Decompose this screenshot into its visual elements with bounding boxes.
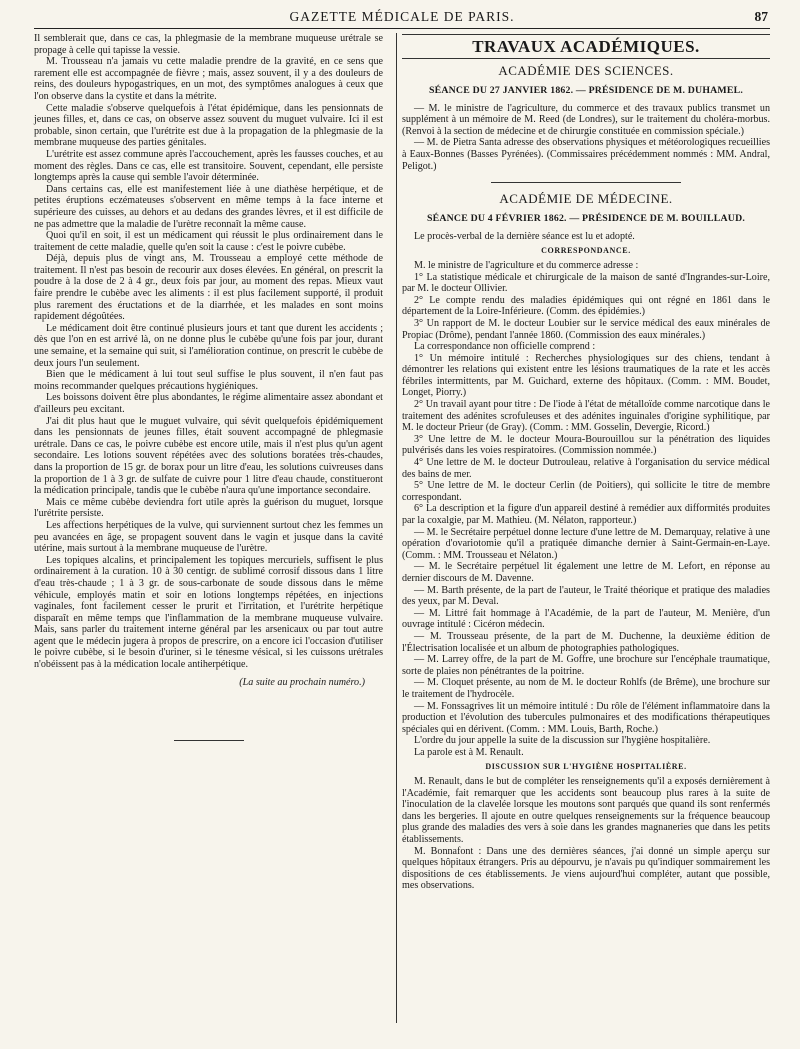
- paragraph: — M. Cloquet présente, au nom de M. le docteur Rohlfs (de Brême), une brochure sur le traitement de l'hydrocèle.: [402, 677, 770, 700]
- paragraph: Les boissons doivent être plus abondantes, le régime alimentaire assez abondant et d'ailleurs peu excitant.: [34, 392, 383, 415]
- paragraph: Mais ce même cubèbe deviendra fort utile après la guérison du muguet, lorsque l'urétrite persiste.: [34, 496, 383, 520]
- paragraph: Bien que le médicament à lui tout seul suffise le plus souvent, il n'en faut pas moins recommander quelques précautions hygiéniques.: [34, 369, 383, 392]
- paragraph: 3° Une lettre de M. le docteur Moura-Bourouillou sur la pénétration des liquides pulvérisés dans les voies respiratoires. (Commission nommée.): [402, 433, 770, 457]
- journal-title: GAZETTE MÉDICALE DE PARIS.: [289, 9, 515, 24]
- academy-sciences-title: ACADÉMIE DES SCIENCES.: [498, 63, 674, 78]
- paragraph: 6° La description et la figure d'un appareil destiné à remédier aux difformités produites par la coxalgie, par M. Mathieu. (M. Nélaton, rapporteur.): [402, 503, 770, 526]
- paragraph: 1° La statistique médicale et chirurgicale de la maison de santé d'Ingrandes-sur-Loire, par M. le docteur Ollivier.: [402, 271, 770, 295]
- seance-heading: SÉANCE DU 27 JANVIER 1862. — PRÉSIDENCE DE M. DUHAMEL.: [429, 85, 743, 96]
- section-separator: [491, 182, 681, 183]
- paragraph: 2° Le compte rendu des maladies épidémiques qui ont régné en 1861 dans le département de la Loire-Inférieure. (Comm. des épidémies.): [402, 294, 770, 318]
- paragraph: Quoi qu'il en soit, il est un médicament qui réussit le plus ordinairement dans le traitement de cette maladie, quelle qu'en soit la cause : c'est le poivre cubèbe.: [34, 230, 383, 253]
- continuation-note: (La suite au prochain numéro.): [239, 676, 365, 688]
- paragraph: 1° Un mémoire intitulé : Recherches physiologiques sur des chiens, tendant à démontrer les relations qui existent entre les lésions traumatiques de la rate et les accès fébriles intermittents, par M. Guichard, externe des hôpitaux. (Comm. : MM. Boudet, Longet, Piorry.): [402, 352, 770, 399]
- right-column: [392, 33, 770, 892]
- paragraph: 3° Un rapport de M. le docteur Loubier sur le service médical des eaux minérales de Propiac (Drôme), pendant l'année 1860. (Commission des eaux minérales.): [402, 317, 770, 341]
- seance-heading: SÉANCE DU 4 FÉVRIER 1862. — PRÉSIDENCE DE M. BOUILLAUD.: [426, 213, 745, 225]
- paragraph: Le procès-verbal de la dernière séance est lu et adopté.: [414, 230, 635, 242]
- paragraph: M. Bonnafont : Dans une des dernières séances, j'ai donné un simple aperçu sur quelques hôpitaux étrangers. Pris au dépourvu, je n'avais pu qu'indiquer sommairement les dispositions de ces établissements. Je viens aujourd'hui compléter, autant que possible, mes observations.: [402, 845, 770, 892]
- paragraph: — M. le ministre de l'agriculture, du commerce et des travaux publics transmet un supplément à un mémoire de M. Reed (de Londres), sur le traitement du choléra-morbus. (Renvoi à la section de médecine et de chirurgie constituée en commission spéciale.): [402, 102, 770, 137]
- paragraph: 4° Une lettre de M. le docteur Dutrouleau, relative à l'organisation du service médical des bains de mer.: [402, 457, 770, 480]
- paragraph: L'urétrite est assez commune après l'accouchement, après les fausses couches, et au moment des règles. Dans ce cas, elle est transitoire. Souvent, cependant, elle persiste longtemps après la cause qui semble l'avoir déterminée.: [34, 148, 383, 184]
- paragraph: Cette maladie s'observe quelquefois à l'état épidémique, dans les pensionnats de jeunes filles, et, dans ce cas, on observe assez souvent du muguet vulvaire. Ici il est probable, sinon certain, que l'urétrite est due à la propagation de la phlegmasie de la membrane muqueuse des parties génitales.: [34, 102, 383, 149]
- paragraph: 2° Un travail ayant pour titre : De l'iode à l'état de métalloïde comme narcotique dans le traitement des adénites scrofuleuses et des adénites inguinales d'origine syphilitique, par M. le docteur Prieur (de Gray). (Comm. : MM. Gosselin, Devergie, Ricord.): [402, 399, 770, 434]
- correspondance-heading: CORRESPONDANCE.: [541, 246, 631, 256]
- discussion-heading: DISCUSSION SUR L'HYGIÈNE HOSPITALIÈRE.: [485, 762, 687, 772]
- paragraph: Déjà, depuis plus de vingt ans, M. Trousseau a employé cette méthode de traitement. Il n'est pas besoin de recourir aux doses élevées. En général, on prescrit la poudre à la dose de 2 à 4 gr., deux fois par jour, au moment des repas. Mieux vaut faire prendre le cubèbe avec les aliments : il est plus facilement supporté, il produit plus rarement des éructations et de la diarrhée, et les malades en sont moins rapidement dégoûtées.: [34, 253, 383, 323]
- running-head: [34, 8, 770, 29]
- column-divider: [396, 33, 397, 1023]
- academy-medecine-title: ACADÉMIE DE MÉDECINE.: [499, 191, 673, 207]
- paragraph: — M. Barth présente, de la part de l'auteur, le Traité théorique et pratique des maladies des yeux, par M. Deval.: [402, 584, 770, 608]
- left-column: [34, 33, 392, 892]
- paragraph: La parole est à M. Renault.: [414, 746, 524, 758]
- paragraph: Les affections herpétiques de la vulve, qui surviennent surtout chez les femmes un peu avancées en âge, se propagent souvent dans le vagin et jusque dans la cavité utérine, mais surtout à la membrane muqueuse de l'urètre.: [34, 519, 383, 555]
- paragraph: L'ordre du jour appelle la suite de la discussion sur l'hygiène hospitalière.: [414, 735, 711, 747]
- end-rule: [174, 740, 244, 741]
- paragraph: — M. de Pietra Santa adresse des observations physiques et météorologiques recueillies à Eaux-Bonnes (Basses Pyrénées). (Commissaires précédemment nommés : MM. Andral, Peligot.): [402, 137, 770, 172]
- paragraph: — M. le Secrétaire perpétuel donne lecture d'une lettre de M. Demarquay, relative à une opération d'ovariotomie qu'il a pratiquée dimanche dernier à Saint-Germain-en-Laye. (Comm. : MM. Trousseau et Nélaton.): [402, 526, 770, 561]
- paragraph: — M. Littré fait hommage à l'Académie, de la part de l'auteur, M. Menière, d'un ouvrage intitulé : Cicéron médecin.: [402, 607, 770, 631]
- paragraph: J'ai dit plus haut que le muguet vulvaire, qui sévit quelquefois épidémiquement dans les pensionnats de jeunes filles, était souvent accompagné de phlegmasie urétrale. Dans ce cas, le poivre cubèbe est encore utile, mais il n'est plus qu'un agent secondaire. Les lotions souvent répétées avec des solutions boratées très-chaudes, dans la proportion de 15 gr. de borax pour un litre d'eau, les solutions cuivreuses dans la proportion de 1 à 3 gr. de sulfate de cuivre pour 1 litre d'eau chaude, constitueront la médication principale, tandis que le cubèbe n'aura qu'une importance secondaire.: [34, 415, 383, 497]
- section-title: TRAVAUX ACADÉMIQUES.: [402, 34, 770, 59]
- paragraph: M. le ministre de l'agriculture et du commerce adresse :: [414, 259, 639, 271]
- paragraph: Dans certains cas, elle est manifestement liée à une diathèse herpétique, et de petites éruptions eczémateuses s'observent en même temps à la face interne et supérieure des cuisses, au dehors et au dedans des grandes lèvres, et il est difficile de ne pas admettre que la maladie de l'urètre reconnaît la même cause.: [34, 183, 383, 230]
- paragraph: Il semblerait que, dans ce cas, la phlegmasie de la membrane muqueuse urétrale se propage à celle qui tapisse la vessie.: [34, 33, 383, 56]
- paragraph: — M. Larrey offre, de la part de M. Goffre, une brochure sur l'encéphale traumatique, sorte de plaies non pénétrantes de la poitrine.: [402, 654, 770, 677]
- paragraph: Le médicament doit être continué plusieurs jours et tant que durent les accidents ; dès que l'on en est arrivé là, on ne donne plus le cubèbe qu'une fois par jour, durant une semaine, et la semaine qui suit, si l'amélioration continue, on prescrit le cubèbe de deux jours l'un seulement.: [34, 322, 383, 369]
- paragraph: — M. Fonssagrives lit un mémoire intitulé : Du rôle de l'élément inflammatoire dans la production et l'évolution des tubercules pulmonaires et des modifications thérapeutiques spéciales qui en dérivent. (Comm. : MM. Louis, Barth, Roche.): [402, 700, 770, 735]
- paragraph: M. Trousseau n'a jamais vu cette maladie prendre de la gravité, en ce sens que rarement elle est accompagnée de fièvre ; mais, assez souvent, il y a des douleurs de reins, des douleurs hypogastriques, en un mot, des symptômes analogues à ceux que l'on observe dans la cystite et dans la métrite.: [34, 56, 383, 102]
- columns: [34, 33, 770, 892]
- paragraph: Les topiques alcalins, et principalement les topiques mercuriels, suffisent le plus ordinairement à la curation. 10 à 30 centigr. de sublimé corrosif dissous dans 1 litre d'eau très-chaude ; 1 à 3 gr. de sous-carbonate de soude dissous dans le même véhicule, employés matin et soir en lotions longtemps répétées, en injections vaginales, font facilement cesser le prurit et l'irritation, et l'urétrite herpétique disparaît en même temps que l'inflammation de la membrane muqueuse vulvaire. Mais, sans parler du traitement interne général par les arsenicaux ou par tout autre agent que le médecin jugera à propos de prescrire, on a encore ici l'occasion d'utiliser le poivre cubèbe, si le besoin d'uriner, si le ténesme vésical, si les cuissons urétrales n'obéissent pas à la médication locale antiherpétique.: [34, 554, 383, 671]
- paragraph: — M. le Secrétaire perpétuel lit également une lettre de M. Lefort, en réponse au dernier discours de M. Davenne.: [402, 561, 770, 584]
- page-number: 87: [754, 9, 768, 24]
- paragraph: La correspondance non officielle comprend :: [414, 341, 596, 353]
- paragraph: 5° Une lettre de M. le docteur Cerlin (de Poitiers), qui sollicite le titre de membre correspondant.: [402, 480, 770, 503]
- paragraph: M. Renault, dans le but de compléter les renseignements qu'il a exposés dernièrement à l'Académie, fait remarquer que les accidents sont beaucoup plus rares à la suite de l'inoculation de la clavelée lorsque les moutons sont parqués que quand ils sont renfermés dans les bergeries. Il ajoute en outre quelques renseignements sur la fréquence beaucoup plus grande des maladies des vers à soie dans les grandes magnaneries que dans les petits établissements.: [402, 776, 770, 846]
- paragraph: — M. Trousseau présente, de la part de M. Duchenne, la deuxième édition de l'Électrisation localisée et un album de photographies pathologiques.: [402, 630, 770, 654]
